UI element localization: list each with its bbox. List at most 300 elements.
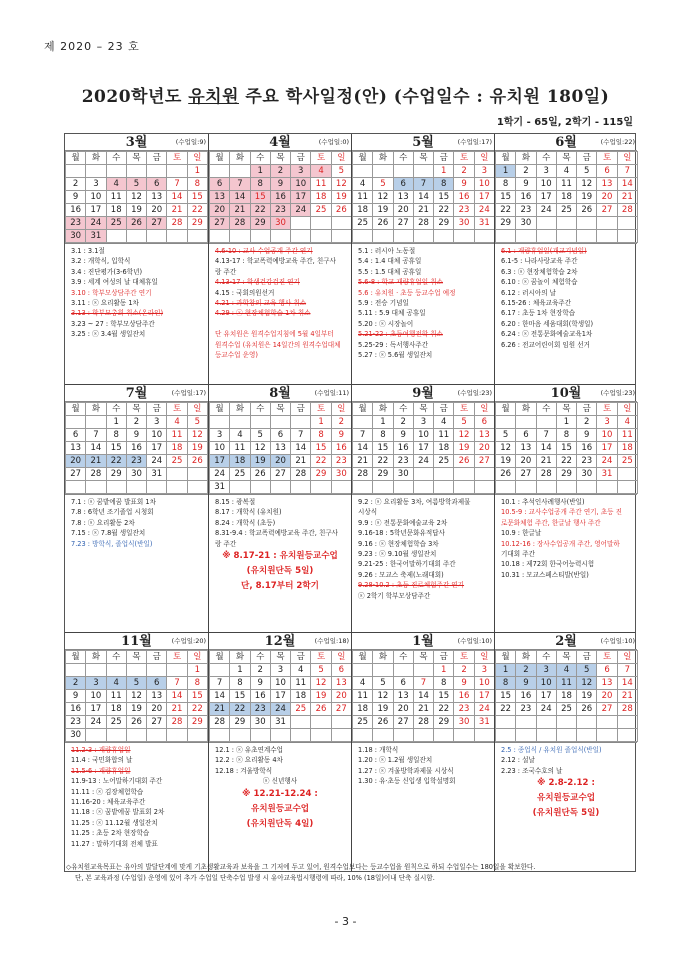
weekday-header: 금 — [147, 403, 167, 416]
day-cell: 21 — [413, 703, 433, 716]
day-cell: 5 — [373, 178, 393, 191]
day-cell: 7 — [210, 677, 230, 690]
day-cell: 31 — [474, 716, 494, 729]
day-cell: 25 — [311, 204, 331, 217]
day-cell: 4 — [353, 677, 373, 690]
weekday-header: 화 — [230, 651, 250, 664]
day-cell: 24 — [536, 703, 556, 716]
day-cell: 5 — [126, 178, 146, 191]
day-cell: 19 — [577, 690, 597, 703]
month-events — [65, 243, 208, 384]
day-cell: 14 — [413, 690, 433, 703]
day-cell: 24 — [291, 204, 311, 217]
day-cell: 21 — [291, 455, 311, 468]
month-block — [65, 134, 208, 384]
month-block — [65, 385, 208, 632]
event-item: 유치원등교수업 — [536, 793, 596, 804]
day-cell: 24 — [270, 703, 290, 716]
event-item: 2.5 : 종업식 / 유치원 졸업식(반일) — [501, 746, 602, 754]
month-grid — [495, 402, 638, 494]
day-cell: 30 — [250, 716, 270, 729]
weekday-header: 월 — [210, 403, 230, 416]
weekday-header: 금 — [434, 152, 454, 165]
day-cell — [373, 481, 393, 494]
day-cell: 27 — [147, 217, 167, 230]
day-cell: 28 — [353, 468, 373, 481]
weekday-header: 목 — [270, 651, 290, 664]
day-cell — [126, 729, 146, 742]
day-cell: 14 — [536, 442, 556, 455]
page-number: - 3 - — [334, 915, 357, 928]
event-item: 10.18 : 제72회 한국어능력시험 — [501, 560, 595, 569]
weekday-header: 일 — [187, 403, 207, 416]
day-cell: 28 — [230, 217, 250, 230]
day-cell: 26 — [331, 204, 351, 217]
day-cell — [270, 416, 290, 429]
weekday-header: 화 — [230, 403, 250, 416]
day-cell: 18 — [353, 703, 373, 716]
day-cell: 27 — [331, 703, 351, 716]
day-cell: 19 — [454, 442, 474, 455]
day-cell — [577, 230, 597, 243]
day-cell: 11 — [434, 429, 454, 442]
day-cell: 9 — [454, 677, 474, 690]
event-item: ※ 12.21-12.24 : — [242, 788, 318, 799]
day-cell — [536, 716, 556, 729]
event-item: 3.1 : 3.1절 — [71, 247, 105, 255]
event-item: ⓢ 신년행사 — [262, 777, 298, 786]
day-cell: 10 — [474, 178, 494, 191]
weekday-header: 월 — [353, 651, 373, 664]
event-item: 5.4 : 1.4 대체 공휴일 — [358, 257, 422, 266]
school-days-count: (수업일:9) — [175, 138, 206, 146]
day-cell: 19 — [126, 204, 146, 217]
day-cell: 26 — [126, 217, 146, 230]
day-cell: 6 — [270, 429, 290, 442]
day-cell: 29 — [230, 716, 250, 729]
weekday-header: 목 — [556, 152, 576, 165]
day-cell: 11 — [311, 178, 331, 191]
day-cell: 17 — [474, 690, 494, 703]
day-cell: 19 — [250, 455, 270, 468]
day-cell: 6 — [210, 178, 230, 191]
day-cell: 7 — [230, 178, 250, 191]
day-cell: 6 — [147, 178, 167, 191]
day-cell: 23 — [393, 455, 413, 468]
day-cell — [353, 165, 373, 178]
weekday-header: 수 — [393, 651, 413, 664]
day-cell: 8 — [187, 178, 207, 191]
day-cell: 13 — [393, 191, 413, 204]
weekday-header: 목 — [413, 651, 433, 664]
day-cell: 12 — [126, 690, 146, 703]
weekday-header: 금 — [147, 152, 167, 165]
event-item: 1.30 : 유·초등 신입생 입학설명회 — [358, 777, 456, 786]
day-cell: 6 — [597, 664, 617, 677]
day-cell: 18 — [291, 690, 311, 703]
school-days-count: (수업일:22) — [600, 138, 635, 146]
day-cell: 19 — [187, 442, 207, 455]
month-header — [495, 385, 637, 402]
day-cell: 25 — [106, 217, 126, 230]
day-cell — [474, 468, 494, 481]
event-item: 8.15 : 광복절 — [215, 498, 256, 506]
event-item: 5.1 : 러시아 노동절 — [358, 247, 416, 255]
month-header — [209, 134, 351, 151]
day-cell — [187, 468, 207, 481]
day-cell: 10 — [86, 191, 106, 204]
weekday-header: 일 — [617, 152, 637, 165]
day-cell: 18 — [556, 690, 576, 703]
month-name: 9월 — [412, 386, 434, 401]
day-cell — [66, 481, 86, 494]
day-cell: 22 — [187, 703, 207, 716]
day-cell: 15 — [496, 690, 516, 703]
day-cell: 14 — [413, 191, 433, 204]
day-cell — [556, 481, 576, 494]
day-cell: 15 — [187, 191, 207, 204]
weekday-header: 월 — [210, 152, 230, 165]
month-events — [495, 742, 637, 871]
event-item: 12.1 : ⓢ 유초연계수업 — [215, 746, 284, 754]
day-cell: 23 — [331, 455, 351, 468]
day-cell: 8 — [496, 178, 516, 191]
day-cell — [516, 729, 536, 742]
day-cell — [353, 230, 373, 243]
day-cell: 8 — [250, 178, 270, 191]
day-cell: 13 — [210, 191, 230, 204]
day-cell: 13 — [66, 442, 86, 455]
event-item: 5.6-8 : 학교 재량휴업일 취소 — [358, 278, 443, 287]
event-item: 3.9 : 세계 여성의 날 대체휴일 — [71, 278, 158, 287]
day-cell — [230, 165, 250, 178]
day-cell: 19 — [373, 204, 393, 217]
weekday-header: 금 — [291, 403, 311, 416]
day-cell — [210, 729, 230, 742]
day-cell — [496, 416, 516, 429]
day-cell — [413, 165, 433, 178]
day-cell: 15 — [250, 191, 270, 204]
event-item: 10.9 : 한글날 — [501, 529, 542, 538]
day-cell: 9 — [66, 191, 86, 204]
day-cell: 26 — [577, 204, 597, 217]
day-cell: 3 — [86, 178, 106, 191]
day-cell — [556, 716, 576, 729]
event-item: 1.20 : ⓢ 1.2월 생일잔치 — [358, 756, 433, 765]
day-cell: 29 — [556, 468, 576, 481]
day-cell: 29 — [434, 217, 454, 230]
day-cell: 3 — [474, 664, 494, 677]
weekday-header: 일 — [187, 651, 207, 664]
day-cell — [617, 481, 637, 494]
event-item: 11.9-13 : 노어말하기대회 주간 — [71, 777, 163, 786]
day-cell — [66, 416, 86, 429]
day-cell: 22 — [106, 455, 126, 468]
event-item: 3.23 ~ 27 : 학부모상담주간 — [71, 319, 155, 328]
day-cell — [311, 716, 331, 729]
day-cell — [353, 481, 373, 494]
school-days-count: (수업일:10) — [457, 637, 492, 645]
day-cell — [167, 468, 187, 481]
day-cell: 31 — [86, 230, 106, 243]
day-cell: 28 — [413, 716, 433, 729]
school-days-count: (수업일:10) — [600, 637, 635, 645]
day-cell — [373, 165, 393, 178]
event-item: 7.8 : ⓢ 요리활동 2차 — [71, 518, 135, 527]
day-cell — [516, 481, 536, 494]
day-cell: 24 — [86, 217, 106, 230]
day-cell — [577, 481, 597, 494]
day-cell: 16 — [516, 690, 536, 703]
day-cell: 28 — [536, 468, 556, 481]
day-cell: 28 — [167, 217, 187, 230]
day-cell: 20 — [597, 191, 617, 204]
weekday-header: 수 — [536, 403, 556, 416]
day-cell: 22 — [496, 703, 516, 716]
day-cell: 9 — [66, 690, 86, 703]
day-cell: 10 — [474, 677, 494, 690]
event-item: 6.24 : ⓢ 전통문화예술교육1차 — [501, 330, 593, 339]
day-cell: 2 — [66, 178, 86, 191]
weekday-header: 토 — [597, 651, 617, 664]
event-item: 9.16 : ⓢ 현장체험학습 3차 — [358, 539, 439, 548]
day-cell: 12 — [311, 677, 331, 690]
month-header — [495, 134, 637, 151]
day-cell — [147, 664, 167, 677]
school-days-count: (수업일:11) — [314, 389, 349, 397]
day-cell — [210, 664, 230, 677]
day-cell: 8 — [496, 677, 516, 690]
event-item: 9.23 : ⓢ 9.10월 생일잔치 — [358, 550, 437, 559]
day-cell — [617, 230, 637, 243]
day-cell: 25 — [434, 455, 454, 468]
month-block — [208, 134, 351, 384]
month-events — [209, 494, 351, 632]
month-block — [351, 633, 494, 871]
day-cell: 27 — [270, 468, 290, 481]
day-cell: 14 — [230, 191, 250, 204]
day-cell: 30 — [577, 468, 597, 481]
month-grid — [65, 402, 208, 494]
day-cell: 31 — [270, 716, 290, 729]
day-cell: 11 — [106, 191, 126, 204]
day-cell: 20 — [516, 455, 536, 468]
month-name: 8월 — [269, 386, 291, 401]
day-cell: 20 — [210, 204, 230, 217]
event-item: 3.10 : 학부모상담주간 연기 — [71, 288, 152, 297]
day-cell: 16 — [454, 690, 474, 703]
day-cell — [167, 664, 187, 677]
event-item: 11.18 : ⓢ 꿈밭에꿈 발표회 2차 — [71, 808, 165, 817]
day-cell — [393, 230, 413, 243]
event-item: (유치원단독 4일) — [246, 818, 314, 829]
day-cell: 7 — [617, 165, 637, 178]
day-cell: 11 — [167, 429, 187, 442]
weekday-header: 금 — [147, 651, 167, 664]
event-item: 5.27 : ⓢ 5.6월 생일잔치 — [358, 351, 433, 360]
day-cell — [250, 230, 270, 243]
day-cell — [311, 230, 331, 243]
day-cell — [373, 664, 393, 677]
day-cell: 15 — [187, 690, 207, 703]
day-cell: 8 — [434, 677, 454, 690]
day-cell: 12 — [373, 690, 393, 703]
event-item: 랑 주간 — [215, 267, 237, 276]
weekday-header: 수 — [106, 651, 126, 664]
day-cell: 21 — [167, 204, 187, 217]
event-item: 원격수업 (유치원은 14일간의 원격수업대체 — [215, 340, 341, 349]
month-name: 7월 — [125, 386, 148, 401]
day-cell — [291, 716, 311, 729]
day-cell: 27 — [516, 468, 536, 481]
day-cell: 14 — [86, 442, 106, 455]
event-item: 12.18 : 겨울방학식 — [215, 766, 273, 775]
weekday-header: 수 — [106, 152, 126, 165]
day-cell: 25 — [353, 716, 373, 729]
day-cell — [250, 481, 270, 494]
day-cell: 11 — [106, 690, 126, 703]
day-cell — [393, 481, 413, 494]
month-name: 10월 — [550, 386, 582, 401]
weekday-header: 목 — [556, 403, 576, 416]
day-cell: 18 — [106, 703, 126, 716]
weekday-header: 일 — [187, 152, 207, 165]
event-item: 시상식 — [358, 508, 378, 517]
day-cell: 18 — [167, 442, 187, 455]
day-cell: 20 — [331, 690, 351, 703]
day-cell — [187, 729, 207, 742]
day-cell: 30 — [454, 217, 474, 230]
weekday-header: 화 — [230, 152, 250, 165]
month-grid — [495, 151, 638, 243]
day-cell — [434, 230, 454, 243]
day-cell: 1 — [496, 664, 516, 677]
day-cell: 2 — [454, 165, 474, 178]
day-cell: 14 — [353, 442, 373, 455]
day-cell: 3 — [86, 677, 106, 690]
day-cell — [373, 230, 393, 243]
day-cell: 3 — [536, 165, 556, 178]
day-cell — [311, 729, 331, 742]
day-cell — [434, 481, 454, 494]
month-grid — [209, 650, 352, 742]
day-cell: 17 — [474, 191, 494, 204]
day-cell: 8 — [187, 677, 207, 690]
day-cell — [556, 217, 576, 230]
event-item: 7.23 : 방학식, 졸업식(반일) — [71, 539, 153, 548]
day-cell: 24 — [147, 455, 167, 468]
event-item: 6.15-26 : 체육교육주간 — [501, 299, 572, 308]
month-events — [209, 742, 351, 871]
day-cell: 3 — [597, 416, 617, 429]
day-cell: 29 — [187, 217, 207, 230]
day-cell: 22 — [311, 455, 331, 468]
day-cell: 24 — [474, 204, 494, 217]
day-cell: 14 — [210, 690, 230, 703]
day-cell: 2 — [66, 677, 86, 690]
day-cell: 21 — [617, 690, 637, 703]
day-cell: 25 — [617, 455, 637, 468]
weekday-header: 화 — [516, 152, 536, 165]
event-item: 1.18 : 개학식 — [358, 746, 399, 754]
day-cell — [230, 416, 250, 429]
event-item: 9.21-25 : 한국어말하기대회 주간 — [358, 560, 456, 569]
weekday-header: 월 — [210, 651, 230, 664]
day-cell: 14 — [291, 442, 311, 455]
day-cell: 1 — [106, 416, 126, 429]
event-item: 4.13-17 : 학생건강검진 연기 — [215, 278, 300, 287]
day-cell: 21 — [413, 204, 433, 217]
day-cell: 11 — [617, 429, 637, 442]
day-cell — [617, 217, 637, 230]
weekday-header: 금 — [434, 403, 454, 416]
day-cell: 2 — [270, 165, 290, 178]
event-item: 9.26 : 모교스 축제(노래대회) — [358, 570, 444, 579]
day-cell: 22 — [496, 204, 516, 217]
event-item: 11.16-20 : 체육교육주간 — [71, 798, 146, 807]
month-events — [352, 742, 494, 871]
month-grid — [495, 650, 638, 742]
day-cell: 8 — [556, 429, 576, 442]
day-cell: 17 — [291, 191, 311, 204]
day-cell: 23 — [66, 217, 86, 230]
day-cell: 20 — [270, 455, 290, 468]
day-cell — [597, 230, 617, 243]
day-cell: 26 — [187, 455, 207, 468]
school-days-count: (수업일:0) — [318, 138, 349, 146]
day-cell: 12 — [250, 442, 270, 455]
event-item: ※ 8.17-21 : 유치원등교수업 — [222, 551, 338, 562]
day-cell — [556, 230, 576, 243]
day-cell: 6 — [597, 165, 617, 178]
weekday-header: 금 — [434, 651, 454, 664]
day-cell: 16 — [270, 191, 290, 204]
event-item: 5.20 : ⓢ 시장놀이 — [358, 319, 414, 328]
day-cell: 30 — [270, 217, 290, 230]
weekday-header: 금 — [577, 403, 597, 416]
weekday-header: 토 — [311, 651, 331, 664]
day-cell: 16 — [454, 191, 474, 204]
day-cell: 20 — [393, 703, 413, 716]
day-cell: 12 — [126, 191, 146, 204]
day-cell: 3 — [270, 664, 290, 677]
day-cell — [413, 664, 433, 677]
weekday-header: 화 — [373, 651, 393, 664]
day-cell: 1 — [311, 416, 331, 429]
day-cell: 27 — [147, 716, 167, 729]
weekday-header: 목 — [556, 651, 576, 664]
month-grid — [65, 151, 208, 243]
weekday-header: 토 — [454, 403, 474, 416]
event-item: 9.28-10.2 : 초등 진로체험주간 연기 — [358, 581, 465, 590]
day-cell: 19 — [311, 690, 331, 703]
day-cell: 1 — [250, 165, 270, 178]
month-header — [352, 385, 494, 402]
event-item: 6.3 : ⓢ 현장체험학습 2차 — [501, 267, 578, 276]
day-cell — [331, 716, 351, 729]
day-cell: 2 — [250, 664, 270, 677]
day-cell: 27 — [393, 716, 413, 729]
day-cell: 3 — [413, 416, 433, 429]
day-cell — [454, 481, 474, 494]
day-cell: 4 — [617, 416, 637, 429]
day-cell — [147, 230, 167, 243]
day-cell: 9 — [250, 677, 270, 690]
day-cell: 13 — [147, 191, 167, 204]
issue-number: 제 2020 – 23 호 — [44, 40, 140, 53]
event-item: 로문화체험 주간, 한글날 행사 주간 — [501, 518, 601, 527]
day-cell: 23 — [126, 455, 146, 468]
